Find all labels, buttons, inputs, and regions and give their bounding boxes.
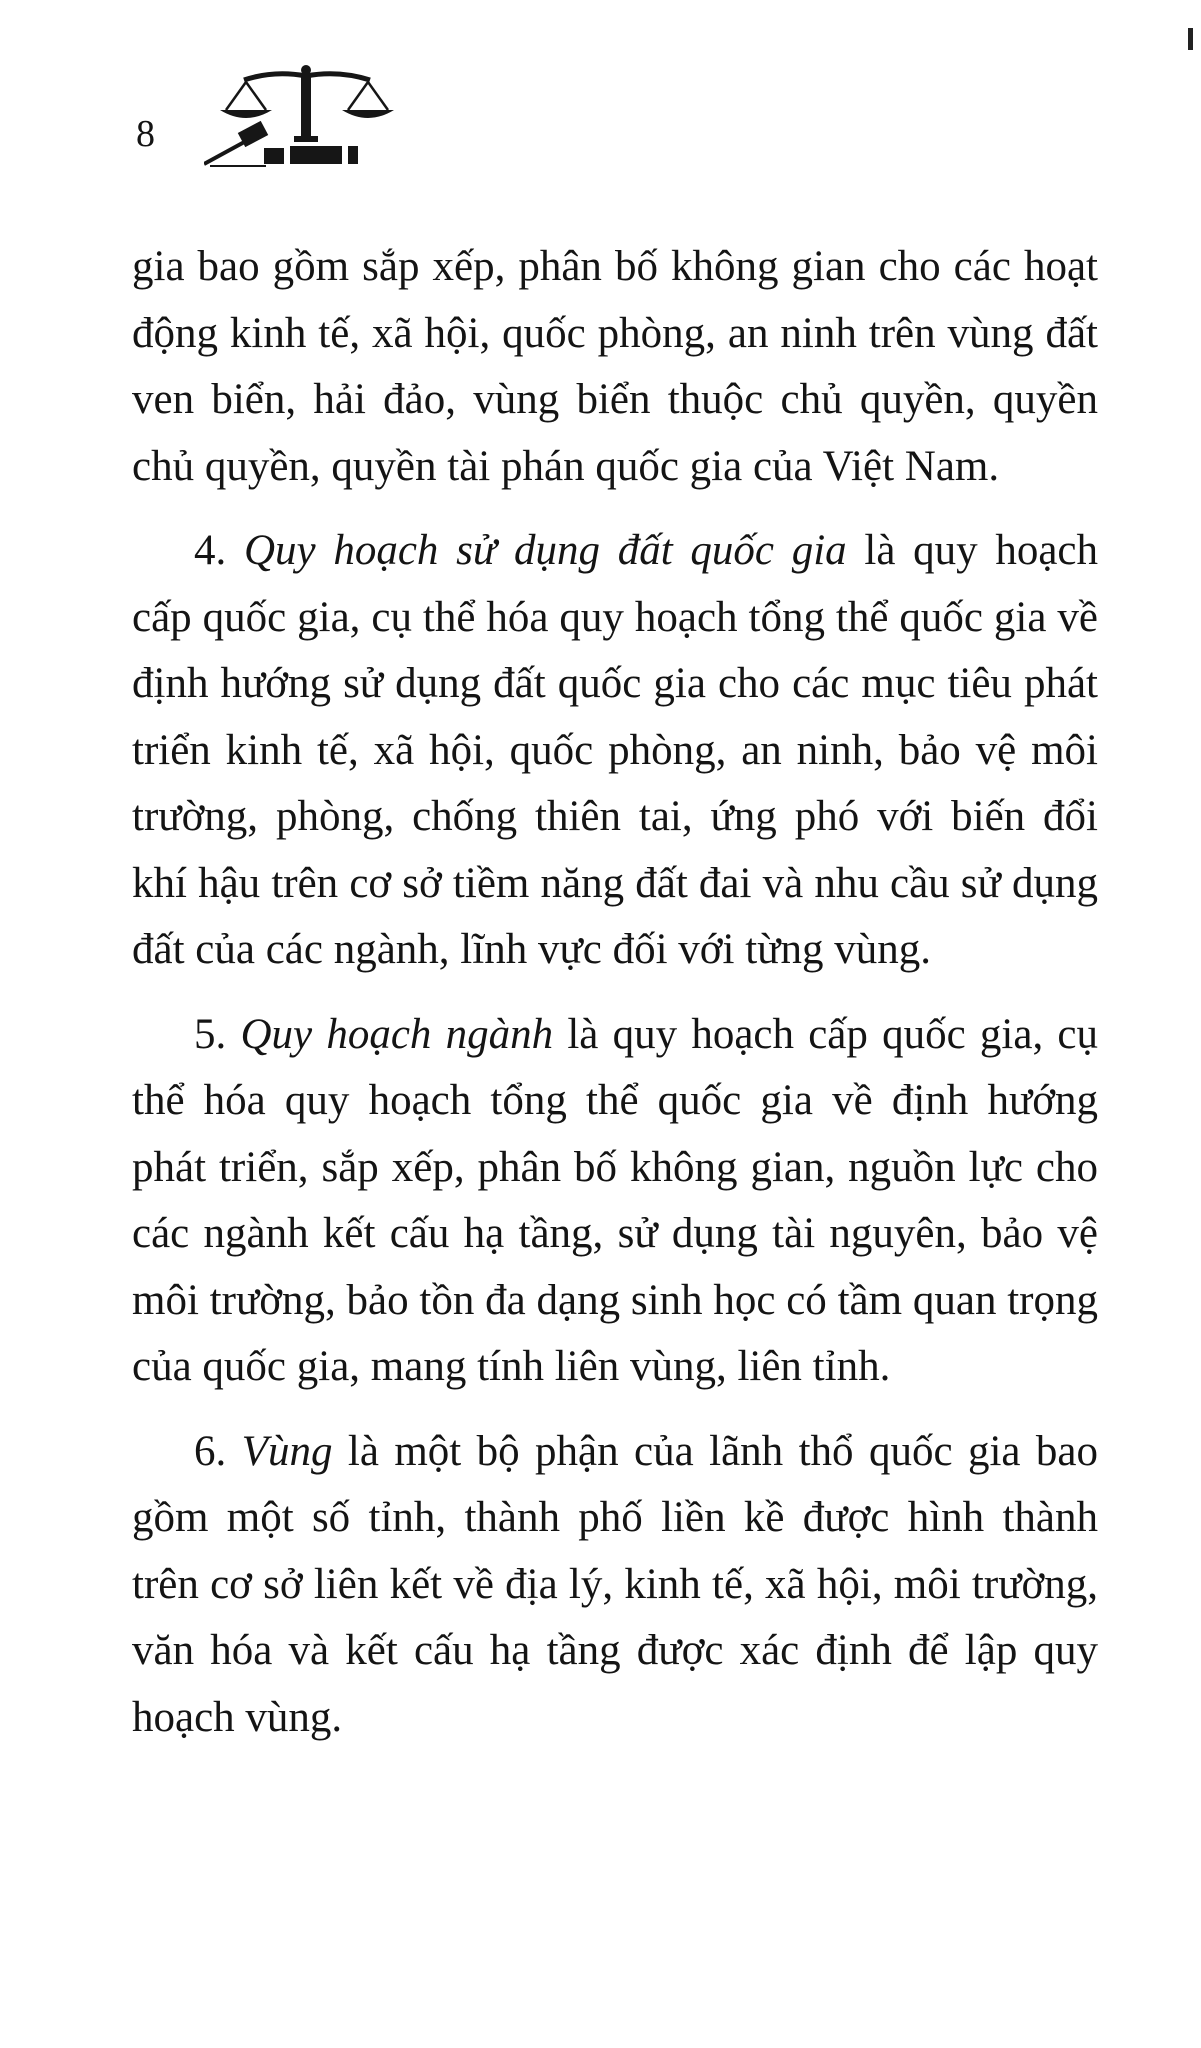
paragraph-text: là một bộ phận của lãnh thổ quốc gia bao gồm một số tỉnh, thành phố liền kề được hình thành trên cơ sở liên kết về địa lý, kinh tế, xã hội, môi trường, văn hóa và kết cấu hạ tầng được xác định để lập quy hoạch vùng.: [132, 1427, 1098, 1741]
paragraph-definition-5: [132, 1002, 1098, 1401]
paragraph-number: 6.: [194, 1427, 242, 1475]
defined-term: Quy hoạch ngành: [240, 1010, 554, 1058]
defined-term: Quy hoạch sử dụng đất quốc gia: [243, 527, 847, 574]
paragraph-definition-4: [132, 518, 1098, 984]
paragraph-number: 5.: [194, 1010, 241, 1058]
paragraph-continuation: [132, 234, 1098, 500]
document-body: [132, 234, 1098, 1751]
page-header: [136, 60, 416, 170]
paragraph-text: là quy hoạch cấp quốc gia, cụ thể hóa quy hoạch tổng thể quốc gia về định hướng sử dụng đất quốc gia cho các mục tiêu phát triển kinh tế, xã hội, quốc phòng, an ninh, bảo vệ môi trường, phòng, chống thiên tai, ứng phó với biến đổi khí hậu trên cơ sở tiềm năng đất đai và nhu cầu sử dụng đất của các ngành, lĩnh vực đối với từng vùng.: [132, 527, 1099, 973]
paragraph-text: gia bao gồm sắp xếp, phân bố không gian cho các hoạt động kinh tế, xã hội, quốc phòng, an ninh trên vùng đất ven biển, hải đảo, vùng biển thuộc chủ quyền, quyền chủ quyền, quyền tài phán quốc gia của Việt Nam.: [132, 243, 1098, 490]
page-number: 8: [136, 113, 155, 155]
paragraph-text: là quy hoạch cấp quốc gia, cụ thể hóa quy hoạch tổng thể quốc gia về định hướng phát triển, sắp xếp, phân bố không gian, nguồn lực cho các ngành kết cấu hạ tầng, sử dụng tài nguyên, bảo vệ môi trường, bảo tồn đa dạng sinh học có tầm quan trọng của quốc gia, mang tính liên vùng, liên tỉnh.: [132, 1010, 1098, 1390]
defined-term: Vùng: [241, 1427, 333, 1475]
scales-of-justice-icon: [204, 60, 414, 175]
page-edge-mark: [1188, 28, 1193, 50]
paragraph-definition-6: [132, 1419, 1098, 1752]
paragraph-number: 4.: [194, 527, 244, 574]
